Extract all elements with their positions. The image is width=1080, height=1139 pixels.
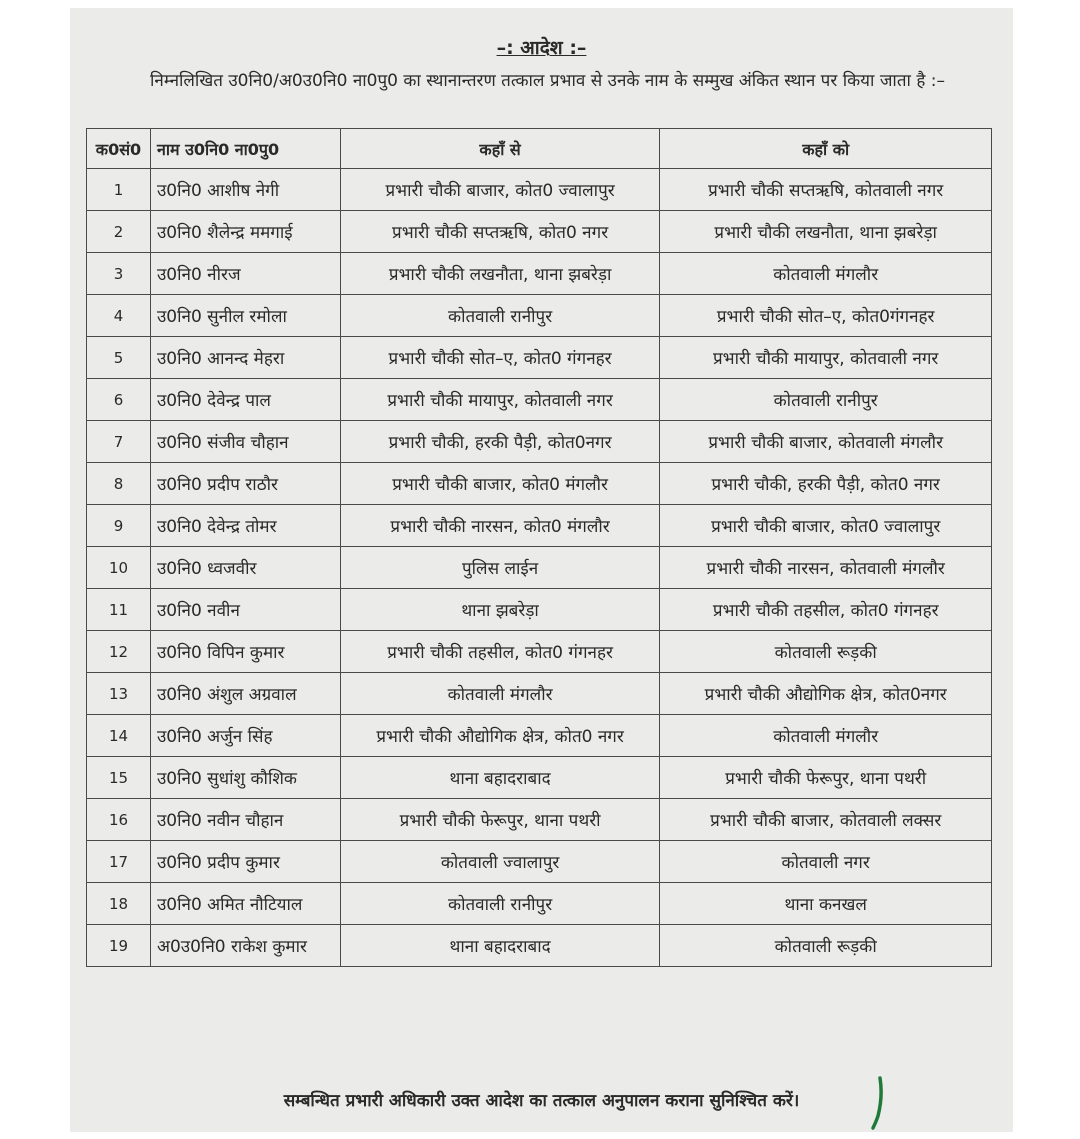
cell-serial: 9 — [87, 505, 151, 547]
cell-from: थाना बहादराबाद — [340, 757, 660, 799]
footer-instruction: सम्बन्धित प्रभारी अधिकारी उक्त आदेश का तत्काल अनुपालन कराना सुनिश्चित करें। — [283, 1091, 800, 1111]
cell-to: प्रभारी चौकी तहसील, कोत0 गंगनहर — [660, 589, 992, 631]
cell-to: प्रभारी चौकी मायापुर, कोतवाली नगर — [660, 337, 992, 379]
cell-serial: 8 — [87, 463, 151, 505]
header-to: कहाँ को — [660, 129, 992, 169]
table-row — [87, 547, 992, 589]
cell-from: प्रभारी चौकी सप्तऋषि, कोत0 नगर — [340, 211, 660, 253]
cell-to: प्रभारी चौकी सप्तऋषि, कोतवाली नगर — [660, 169, 992, 211]
cell-from: प्रभारी चौकी नारसन, कोत0 मंगलौर — [340, 505, 660, 547]
cell-to: प्रभारी चौकी फेरूपुर, थाना पथरी — [660, 757, 992, 799]
cell-serial: 5 — [87, 337, 151, 379]
cell-from: थाना बहादराबाद — [340, 925, 660, 967]
cell-serial: 7 — [87, 421, 151, 463]
cell-from: कोतवाली ज्वालापुर — [340, 841, 660, 883]
cell-name: उ0नि0 देवेन्द्र पाल — [150, 379, 340, 421]
cell-name: उ0नि0 नवीन — [150, 589, 340, 631]
cell-to: कोतवाली रूड़की — [660, 925, 992, 967]
cell-to: कोतवाली मंगलौर — [660, 715, 992, 757]
table-row — [87, 253, 992, 295]
cell-to: कोतवाली रानीपुर — [660, 379, 992, 421]
cell-serial: 17 — [87, 841, 151, 883]
document-page — [70, 8, 1013, 1132]
cell-from: कोतवाली रानीपुर — [340, 295, 660, 337]
cell-serial: 1 — [87, 169, 151, 211]
table-row — [87, 925, 992, 967]
cell-to: प्रभारी चौकी बाजार, कोतवाली लक्सर — [660, 799, 992, 841]
cell-to: कोतवाली रूड़की — [660, 631, 992, 673]
table-row — [87, 295, 992, 337]
table-header-row — [87, 129, 992, 169]
header-name: नाम उ0नि0 ना0पु0 — [150, 129, 340, 169]
cell-from: थाना झबरेड़ा — [340, 589, 660, 631]
cell-serial: 16 — [87, 799, 151, 841]
cell-serial: 11 — [87, 589, 151, 631]
cell-name: उ0नि0 अर्जुन सिंह — [150, 715, 340, 757]
table-row — [87, 631, 992, 673]
cell-serial: 4 — [87, 295, 151, 337]
cell-from: प्रभारी चौकी मायापुर, कोतवाली नगर — [340, 379, 660, 421]
cell-serial: 12 — [87, 631, 151, 673]
cell-from: कोतवाली मंगलौर — [340, 673, 660, 715]
cell-to: प्रभारी चौकी नारसन, कोतवाली मंगलौर — [660, 547, 992, 589]
table-row — [87, 337, 992, 379]
cell-name: उ0नि0 नवीन चौहान — [150, 799, 340, 841]
cell-from: पुलिस लाईन — [340, 547, 660, 589]
cell-name: उ0नि0 सुनील रमोला — [150, 295, 340, 337]
cell-name: उ0नि0 अमित नौटियाल — [150, 883, 340, 925]
cell-serial: 10 — [87, 547, 151, 589]
cell-to: प्रभारी चौकी बाजार, कोत0 ज्वालापुर — [660, 505, 992, 547]
cell-name: उ0नि0 सुधांशु कौशिक — [150, 757, 340, 799]
table-row — [87, 589, 992, 631]
header-serial: क0सं0 — [87, 129, 151, 169]
cell-name: अ0उ0नि0 राकेश कुमार — [150, 925, 340, 967]
cell-to: कोतवाली मंगलौर — [660, 253, 992, 295]
cell-serial: 13 — [87, 673, 151, 715]
table-row — [87, 841, 992, 883]
cell-name: उ0नि0 संजीव चौहान — [150, 421, 340, 463]
table-row — [87, 715, 992, 757]
cell-serial: 19 — [87, 925, 151, 967]
cell-to: प्रभारी चौकी बाजार, कोतवाली मंगलौर — [660, 421, 992, 463]
cell-name: उ0नि0 प्रदीप राठौर — [150, 463, 340, 505]
cell-serial: 3 — [87, 253, 151, 295]
cell-from: प्रभारी चौकी औद्योगिक क्षेत्र, कोत0 नगर — [340, 715, 660, 757]
cell-name: उ0नि0 आशीष नेगी — [150, 169, 340, 211]
table-body — [87, 169, 992, 967]
cell-serial: 2 — [87, 211, 151, 253]
cell-to: थाना कनखल — [660, 883, 992, 925]
header-from: कहाँ से — [340, 129, 660, 169]
table-row — [87, 169, 992, 211]
cell-name: उ0नि0 आनन्द मेहरा — [150, 337, 340, 379]
table-row — [87, 799, 992, 841]
cell-from: प्रभारी चौकी बाजार, कोत0 ज्वालापुर — [340, 169, 660, 211]
cell-from: प्रभारी चौकी फेरूपुर, थाना पथरी — [340, 799, 660, 841]
table-row — [87, 421, 992, 463]
cell-serial: 6 — [87, 379, 151, 421]
cell-from: प्रभारी चौकी लखनौता, थाना झबरेड़ा — [340, 253, 660, 295]
transfer-table — [86, 128, 992, 967]
table-row — [87, 673, 992, 715]
cell-name: उ0नि0 नीरज — [150, 253, 340, 295]
cell-name: उ0नि0 अंशुल अग्रवाल — [150, 673, 340, 715]
table-row — [87, 379, 992, 421]
cell-name: उ0नि0 देवेन्द्र तोमर — [150, 505, 340, 547]
table-row — [87, 757, 992, 799]
cell-from: प्रभारी चौकी तहसील, कोत0 गंगनहर — [340, 631, 660, 673]
table-row — [87, 463, 992, 505]
cell-serial: 18 — [87, 883, 151, 925]
signature-pen-mark — [870, 1076, 886, 1130]
cell-name: उ0नि0 शैलेन्द्र ममगाई — [150, 211, 340, 253]
cell-name: उ0नि0 ध्वजवीर — [150, 547, 340, 589]
table-row — [87, 211, 992, 253]
cell-name: उ0नि0 प्रदीप कुमार — [150, 841, 340, 883]
cell-from: प्रभारी चौकी सोत–ए, कोत0 गंगनहर — [340, 337, 660, 379]
cell-to: प्रभारी चौकी औद्योगिक क्षेत्र, कोत0नगर — [660, 673, 992, 715]
cell-to: प्रभारी चौकी, हरकी पैड़ी, कोत0 नगर — [660, 463, 992, 505]
cell-from: कोतवाली रानीपुर — [340, 883, 660, 925]
cell-from: प्रभारी चौकी बाजार, कोत0 मंगलौर — [340, 463, 660, 505]
table-row — [87, 883, 992, 925]
table-row — [87, 505, 992, 547]
cell-to: कोतवाली नगर — [660, 841, 992, 883]
order-title: –: आदेश :– — [496, 37, 587, 59]
cell-to: प्रभारी चौकी सोत–ए, कोत0गंगनहर — [660, 295, 992, 337]
intro-paragraph: निम्नलिखित उ0नि0/अ0उ0नि0 ना0पु0 का स्थानान्तरण तत्काल प्रभाव से उनके नाम के सम्मुख अंकित स्थान पर किया जाता है :– — [150, 71, 945, 91]
cell-to: प्रभारी चौकी लखनौता, थाना झबरेड़ा — [660, 211, 992, 253]
cell-serial: 15 — [87, 757, 151, 799]
cell-serial: 14 — [87, 715, 151, 757]
cell-from: प्रभारी चौकी, हरकी पैड़ी, कोत0नगर — [340, 421, 660, 463]
cell-name: उ0नि0 विपिन कुमार — [150, 631, 340, 673]
